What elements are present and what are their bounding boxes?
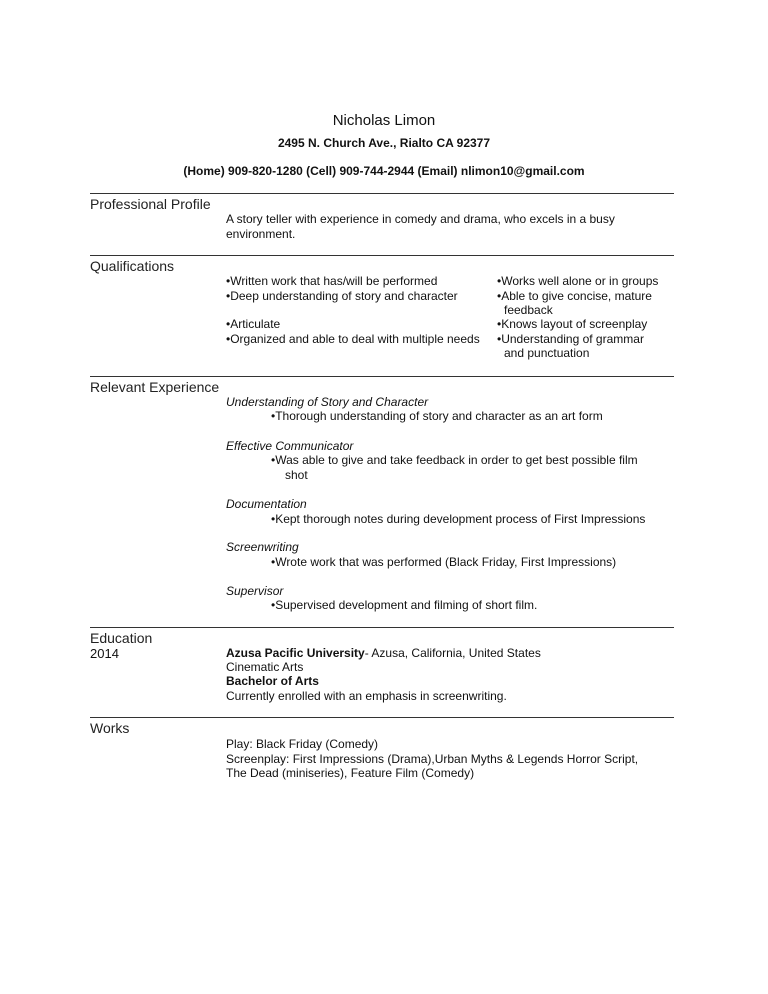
- qualification-item: • Understanding of grammar: [497, 332, 644, 347]
- qualification-item: • Organized and able to deal with multiple needs: [226, 332, 480, 347]
- experience-bullet: • Supervised development and filming of short film.: [271, 598, 537, 613]
- profile-text-line: A story teller with experience in comedy and drama, who excels in a busy: [226, 212, 615, 226]
- experience-bullet: • Thorough understanding of story and character as an art form: [271, 409, 603, 424]
- education-field: Cinematic Arts: [226, 660, 304, 674]
- experience-bullet-continued: shot: [285, 468, 308, 482]
- section-divider: [90, 193, 674, 194]
- qualification-item: • Works well alone or in groups: [497, 274, 658, 289]
- section-title-works: Works: [90, 720, 130, 736]
- profile-text-line: environment.: [226, 227, 296, 241]
- qualification-item: • Able to give concise, mature: [497, 289, 652, 304]
- experience-heading: Effective Communicator: [226, 439, 354, 453]
- experience-heading: Understanding of Story and Character: [226, 395, 429, 409]
- experience-heading: Documentation: [226, 497, 307, 511]
- qualification-item-continued: and punctuation: [504, 346, 590, 360]
- section-divider: [90, 717, 674, 718]
- qualification-item-continued: feedback: [504, 303, 553, 317]
- section-divider: [90, 627, 674, 628]
- qualification-item: • Written work that has/will be performed: [226, 274, 437, 289]
- resume-address: 2495 N. Church Ave., Rialto CA 92377: [277, 136, 491, 150]
- education-school: Azusa Pacific University: [226, 646, 365, 660]
- section-title-experience: Relevant Experience: [90, 379, 220, 395]
- section-title-qualifications: Qualifications: [90, 258, 175, 274]
- experience-bullet: • Wrote work that was performed (Black Friday, First Impressions): [271, 555, 616, 570]
- resume-name: Nicholas Limon: [332, 112, 436, 129]
- experience-heading: Supervisor: [226, 584, 284, 598]
- section-divider: [90, 376, 674, 377]
- section-divider: [90, 255, 674, 256]
- education-location: - Azusa, California, United States: [364, 646, 541, 660]
- education-degree: Bachelor of Arts: [226, 674, 319, 688]
- education-year: 2014: [90, 646, 119, 661]
- qualification-item: • Knows layout of screenplay: [497, 317, 647, 332]
- resume-contact: (Home) 909-820-1280 (Cell) 909-744-2944 (Email) nlimon10@gmail.com: [183, 164, 585, 178]
- qualification-item: • Articulate: [226, 317, 280, 332]
- education-school-line: [226, 646, 541, 661]
- section-title-profile: Professional Profile: [90, 196, 211, 212]
- qualification-item: • Deep understanding of story and character: [226, 289, 458, 304]
- works-line: Screenplay: First Impressions (Drama),Urban Myths & Legends Horror Script,: [226, 752, 639, 766]
- experience-bullet: • Was able to give and take feedback in order to get best possible film: [271, 453, 638, 468]
- works-line: Play: Black Friday (Comedy): [226, 737, 379, 751]
- education-note: Currently enrolled with an emphasis in screenwriting.: [226, 689, 507, 703]
- experience-heading: Screenwriting: [226, 540, 299, 554]
- works-line: The Dead (miniseries), Feature Film (Comedy): [226, 766, 475, 780]
- experience-bullet: • Kept thorough notes during development process of First Impressions: [271, 512, 645, 527]
- section-title-education: Education: [90, 630, 153, 646]
